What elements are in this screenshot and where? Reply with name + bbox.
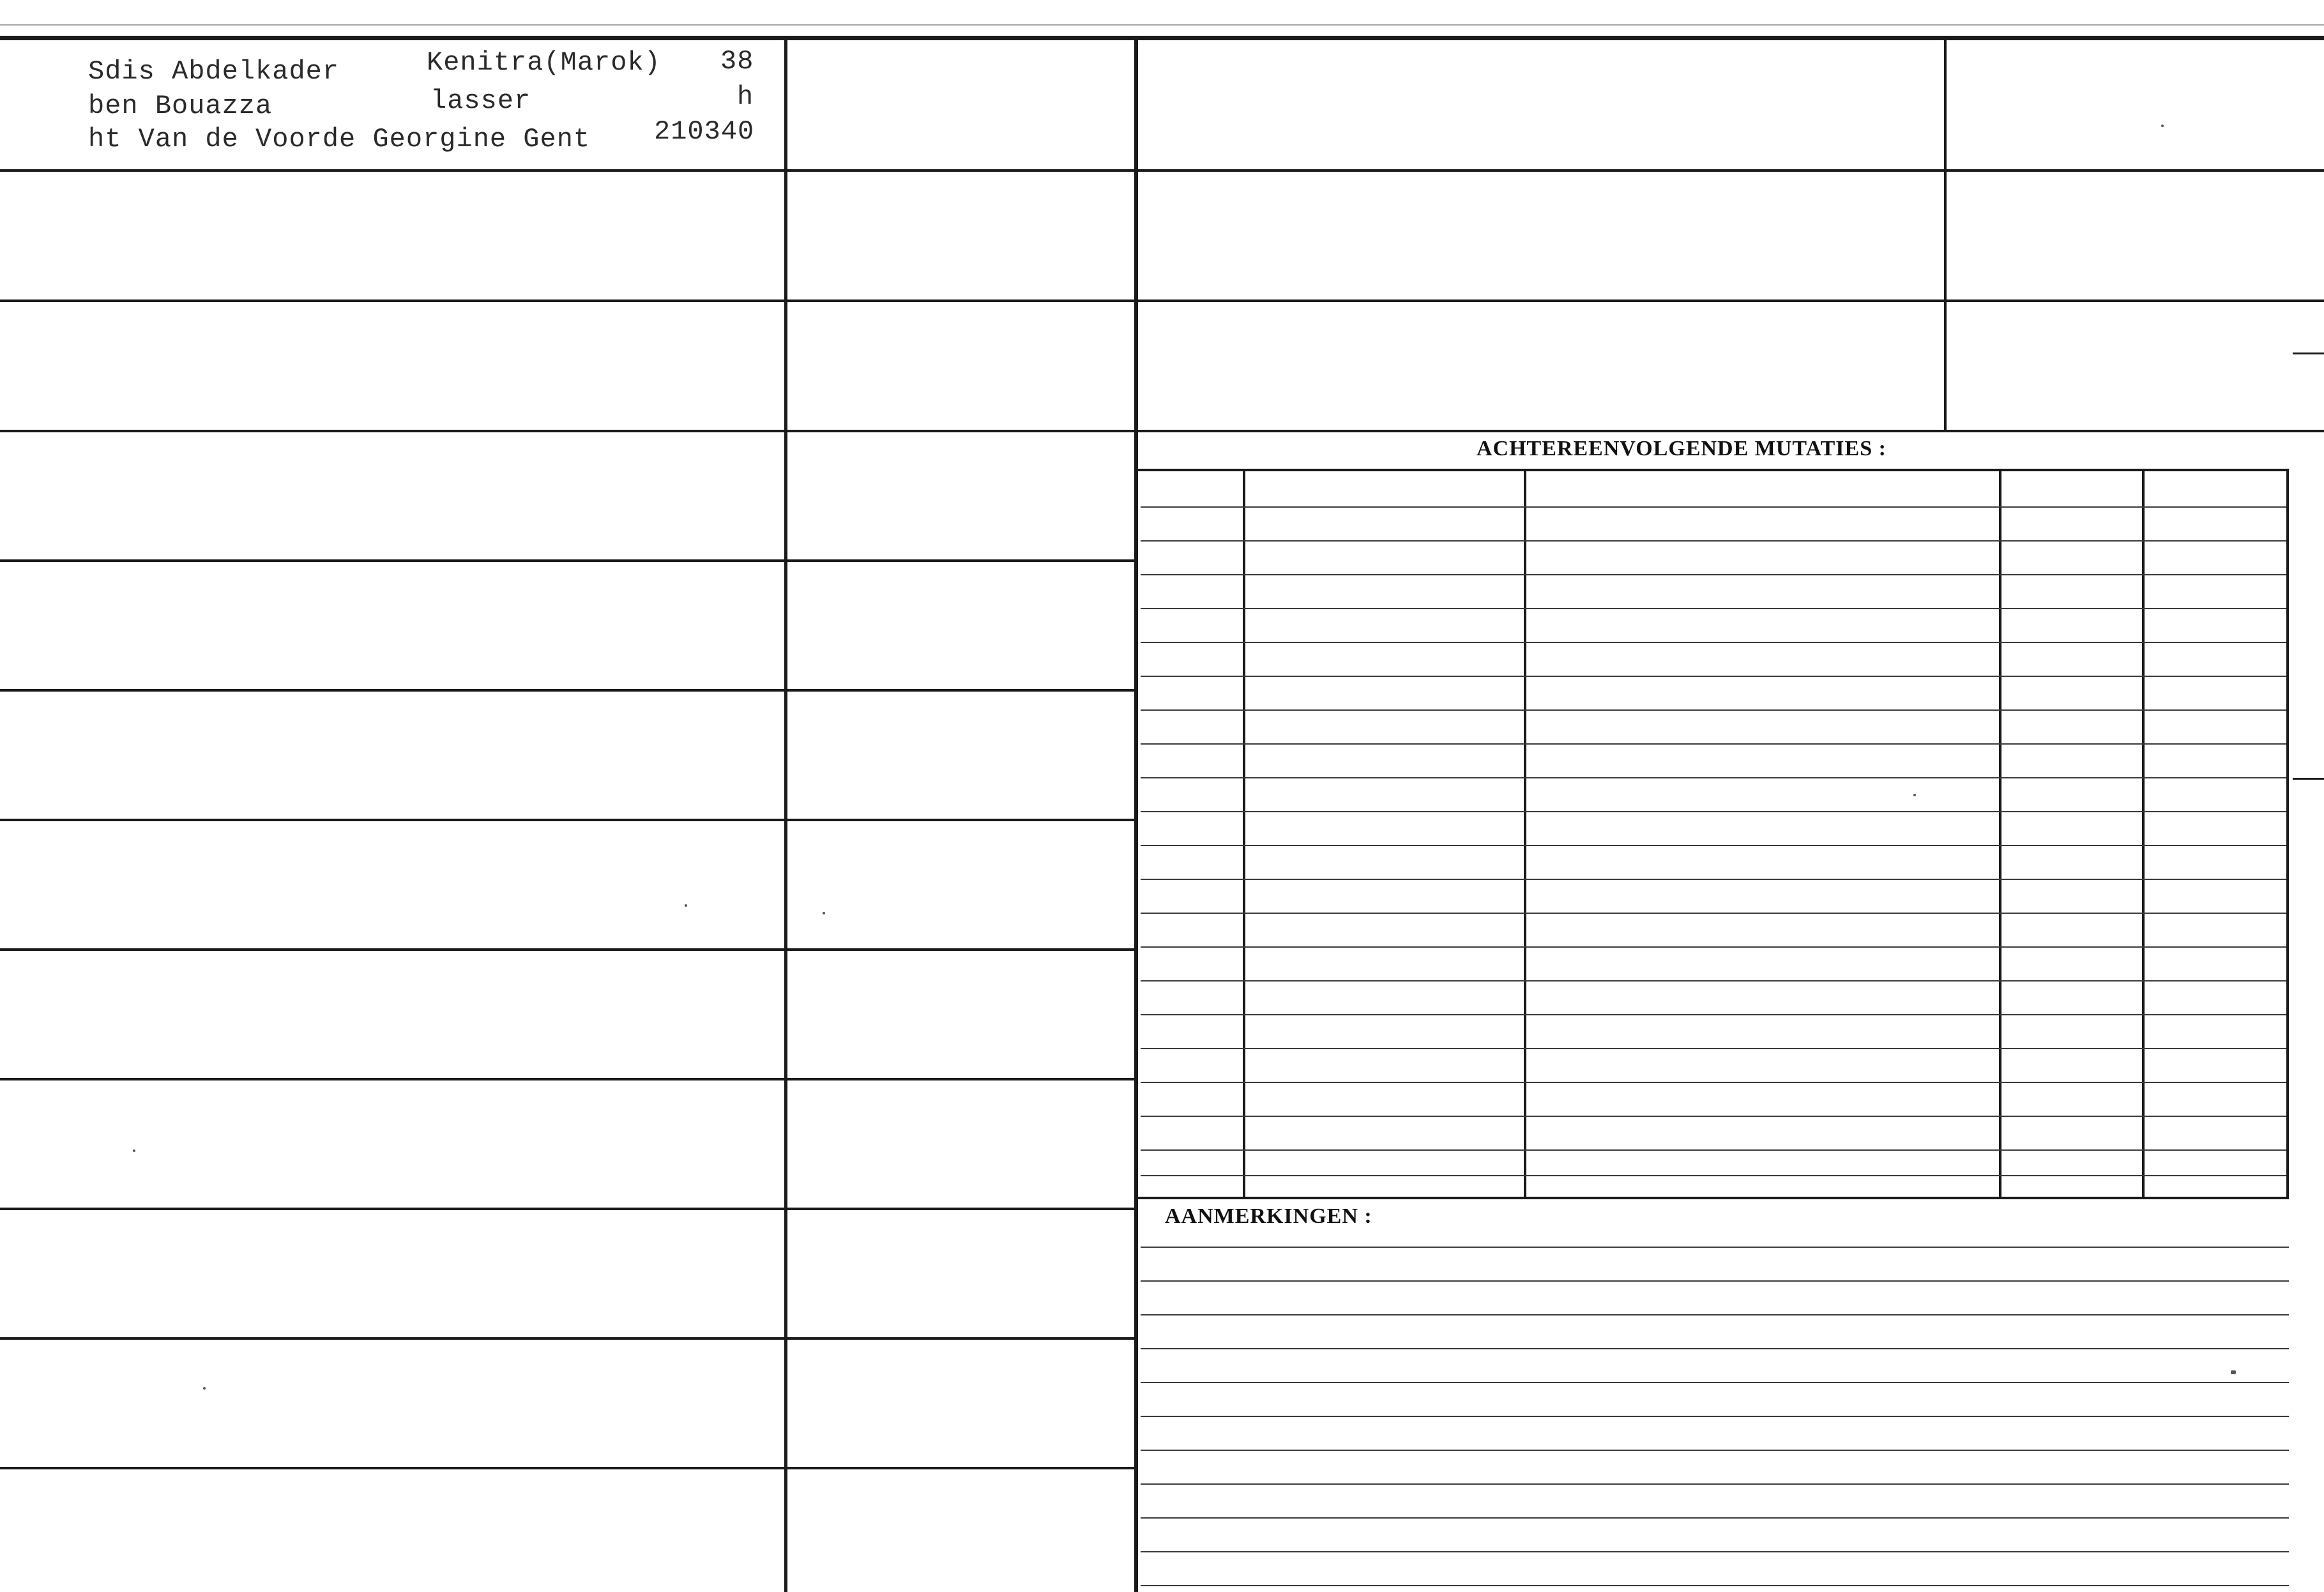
row-rule-2 (0, 299, 1135, 302)
scan-speck (2231, 1370, 2236, 1374)
mutations-col-1 (1243, 469, 1245, 1199)
row-rule-10 (0, 1337, 1135, 1340)
row-rule-3 (0, 430, 1135, 432)
mutations-ruled-line (1141, 743, 2286, 745)
mutations-ruled-line (1141, 1116, 2286, 1117)
row-rule-11 (0, 1467, 1135, 1469)
margin-tick-2 (2293, 778, 2324, 780)
mutations-ruled-line (1141, 540, 2286, 542)
entry-birthplace: Kenitra(Marok) (427, 47, 661, 78)
mutations-ruled-line (1141, 642, 2286, 643)
remarks-ruled-line (1141, 1247, 2289, 1248)
entry-name-line3: ht Van de Voorde Georgine Gent (88, 124, 591, 155)
mutations-heading: ACHTEREENVOLGENDE MUTATIES : (1477, 437, 1887, 460)
remarks-ruled-line (1141, 1517, 2289, 1519)
entry-name-line1: Sdis Abdelkader (88, 56, 340, 87)
mutations-ruled-line (1141, 777, 2286, 778)
mutations-ruled-line (1141, 845, 2286, 846)
mutations-ruled-line (1141, 709, 2286, 711)
left-col-divider-2 (1134, 40, 1138, 1592)
left-col-divider-1 (784, 40, 787, 1592)
mutations-ruled-line (1141, 506, 2286, 508)
scan-speck (133, 1149, 135, 1152)
upper-right-rule-2 (1138, 299, 2324, 302)
row-rule-6 (0, 819, 1135, 821)
mutations-table-top (1138, 469, 2289, 471)
top-border (0, 36, 2324, 40)
row-rule-7 (0, 948, 1135, 951)
row-rule-9 (0, 1208, 1135, 1210)
header-rule (0, 24, 2324, 26)
mutations-col-2 (1524, 469, 1526, 1199)
upper-right-rule-1 (1138, 169, 2324, 172)
mutations-ruled-line (1141, 1014, 2286, 1015)
mutations-ruled-line (1141, 879, 2286, 880)
mutations-ruled-line (1141, 1149, 2286, 1151)
mutations-ruled-line (1141, 1048, 2286, 1049)
mutations-col-4 (2142, 469, 2145, 1199)
mutations-ruled-line (1141, 946, 2286, 948)
mutations-table-right (2286, 469, 2289, 1199)
entry-name-line2: ben Bouazza (88, 91, 273, 121)
mutations-ruled-line (1141, 608, 2286, 609)
mutations-ruled-line (1141, 574, 2286, 575)
remarks-ruled-line (1141, 1416, 2289, 1417)
row-rule-4 (0, 559, 1135, 562)
mutations-ruled-line (1141, 913, 2286, 914)
upper-right-divider (1944, 40, 1947, 430)
mutations-col-3 (1999, 469, 2001, 1199)
remarks-ruled-line (1141, 1314, 2289, 1315)
scan-speck (823, 912, 825, 914)
entry-number: 38 (720, 46, 754, 77)
row-rule-5 (0, 689, 1135, 692)
row-rule-8 (0, 1078, 1135, 1080)
upper-right-rule-3 (1138, 430, 2324, 432)
mutations-table-bottom (1138, 1197, 2289, 1199)
scan-speck (203, 1387, 206, 1390)
scan-speck (685, 904, 687, 907)
row-rule-1 (0, 169, 1135, 172)
remarks-ruled-line (1141, 1280, 2289, 1282)
mutations-ruled-line (1141, 811, 2286, 812)
remarks-ruled-line (1141, 1551, 2289, 1552)
entry-date: 210340 (654, 116, 755, 147)
entry-mark: h (737, 82, 754, 112)
remarks-ruled-line (1141, 1382, 2289, 1383)
mutations-ruled-line (1141, 1082, 2286, 1083)
mutations-ruled-line (1141, 676, 2286, 677)
remarks-ruled-line (1141, 1483, 2289, 1485)
entry-occupation: lasser (430, 86, 531, 116)
remarks-heading: AANMERKINGEN : (1165, 1204, 1372, 1228)
scan-speck (1913, 794, 1916, 796)
margin-tick-1 (2293, 353, 2324, 354)
mutations-ruled-line (1141, 1175, 2286, 1176)
remarks-ruled-line (1141, 1348, 2289, 1349)
mutations-ruled-line (1141, 980, 2286, 982)
remarks-ruled-line (1141, 1585, 2289, 1586)
scan-speck (2161, 125, 2164, 127)
remarks-ruled-line (1141, 1450, 2289, 1451)
